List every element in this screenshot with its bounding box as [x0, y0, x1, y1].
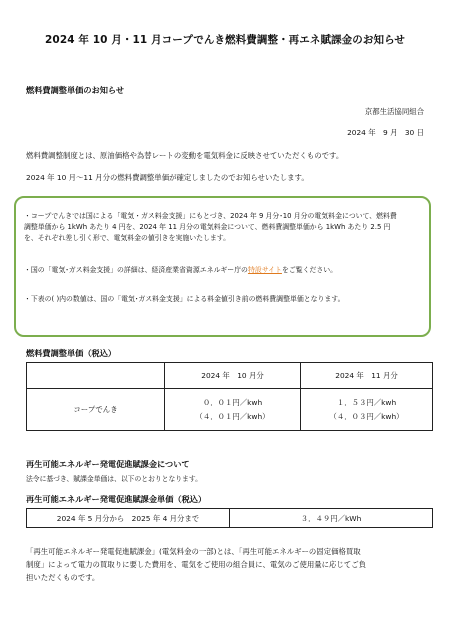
- column-header-october: 2024 年 10 月分: [165, 363, 301, 389]
- notice-bullet-details: [24, 265, 424, 276]
- renewable-levy-table: [26, 508, 433, 528]
- renewable-levy-table-heading: 再生可能エネルギー発電促進賦課金単価（税込）: [26, 494, 207, 504]
- october-unit-price: [165, 389, 301, 431]
- column-header-november: 2024 年 11 月分: [301, 363, 433, 389]
- fuel-adjustment-table: [26, 362, 433, 431]
- renewable-levy-subtext: 法令に基づき、賦課金単価は、以下のとおりとなります。: [26, 475, 202, 483]
- fuel-adjustment-description: 燃料費調整制度とは、原油価格や為替レートの変動を電気料金に反映させていただくものです。: [26, 151, 344, 160]
- november-price-value: １．５３円／kwh: [336, 398, 397, 407]
- levy-explanation-line2: 制度」によって電力の買取りに要した費用を、電気をご使用の組合員に、電気のご使用量に応じてご負: [26, 560, 366, 569]
- notice-bullet-discount-line1: ・コープでんきでは国による「電気・ガス料金支援」にもとづき、2024 年 9 月分･10 月分の電気料金について、燃料費: [24, 212, 397, 220]
- issue-date: 2024 年 9 月 30 日: [347, 128, 424, 137]
- notice-details-suffix: をご覧ください。: [281, 266, 338, 274]
- table-corner-cell: [27, 363, 165, 389]
- levy-explanation-line3: 担いただくものです。: [26, 573, 100, 582]
- organization-name: 京都生活協同組合: [364, 107, 424, 116]
- levy-explanation-line1: 「再生可能エネルギー発電促進賦課金」(電気料金の一部)とは、「再生可能エネルギーの固定価格買取: [26, 547, 361, 556]
- notice-box: [14, 196, 431, 337]
- november-price-before-discount: （４．０３円／kwh）: [329, 412, 404, 421]
- october-price-before-discount: （４．０１円／kwh）: [195, 412, 270, 421]
- notice-bullet-discount-line2: 調整単価から 1kWh あたり 4 円を、2024 年 11 月分の電気料金について、燃料費調整単価から 1kWh あたり 2.5 円: [24, 223, 391, 231]
- november-unit-price: [301, 389, 433, 431]
- october-price-value: ０．０１円／kwh: [202, 398, 263, 407]
- page-title: 2024 年 10 月・11 月コープでんき燃料費調整・再エネ賦課金のお知らせ: [45, 34, 405, 46]
- row-label-coop-denki: コープでんき: [27, 389, 165, 431]
- levy-unit-price: ３．４９円／kWh: [230, 509, 433, 528]
- fuel-adjustment-heading: 燃料費調整単価のお知らせ: [26, 85, 125, 95]
- fuel-table-heading: 燃料費調整単価（税込）: [26, 348, 117, 358]
- special-site-link[interactable]: 特設サイト: [247, 266, 282, 274]
- notice-details-text: ・国の「電気･ガス料金支援」の詳細は、経済産業省資源エネルギー庁の: [24, 266, 248, 274]
- notice-bullet-discount: [24, 211, 424, 244]
- notice-bullet-discount-line3: を、それぞれ差し引く形で、電気料金の値引きを実施いたします。: [24, 234, 231, 242]
- fuel-adjustment-announcement: 2024 年 10 月～11 月分の燃料費調整単価が確定しましたのでお知らせいたします。: [26, 173, 309, 182]
- renewable-levy-heading: 再生可能エネルギー発電促進賦課金について: [26, 459, 190, 469]
- notice-bullet-table-note: ・下表の( )内の数値は、国の「電気･ガス料金支援」による料金値引き前の燃料費調整単価となります。: [24, 295, 345, 303]
- levy-period: 2024 年 5 月分から 2025 年 4 月分まで: [27, 509, 230, 528]
- renewable-levy-explanation: [26, 545, 436, 584]
